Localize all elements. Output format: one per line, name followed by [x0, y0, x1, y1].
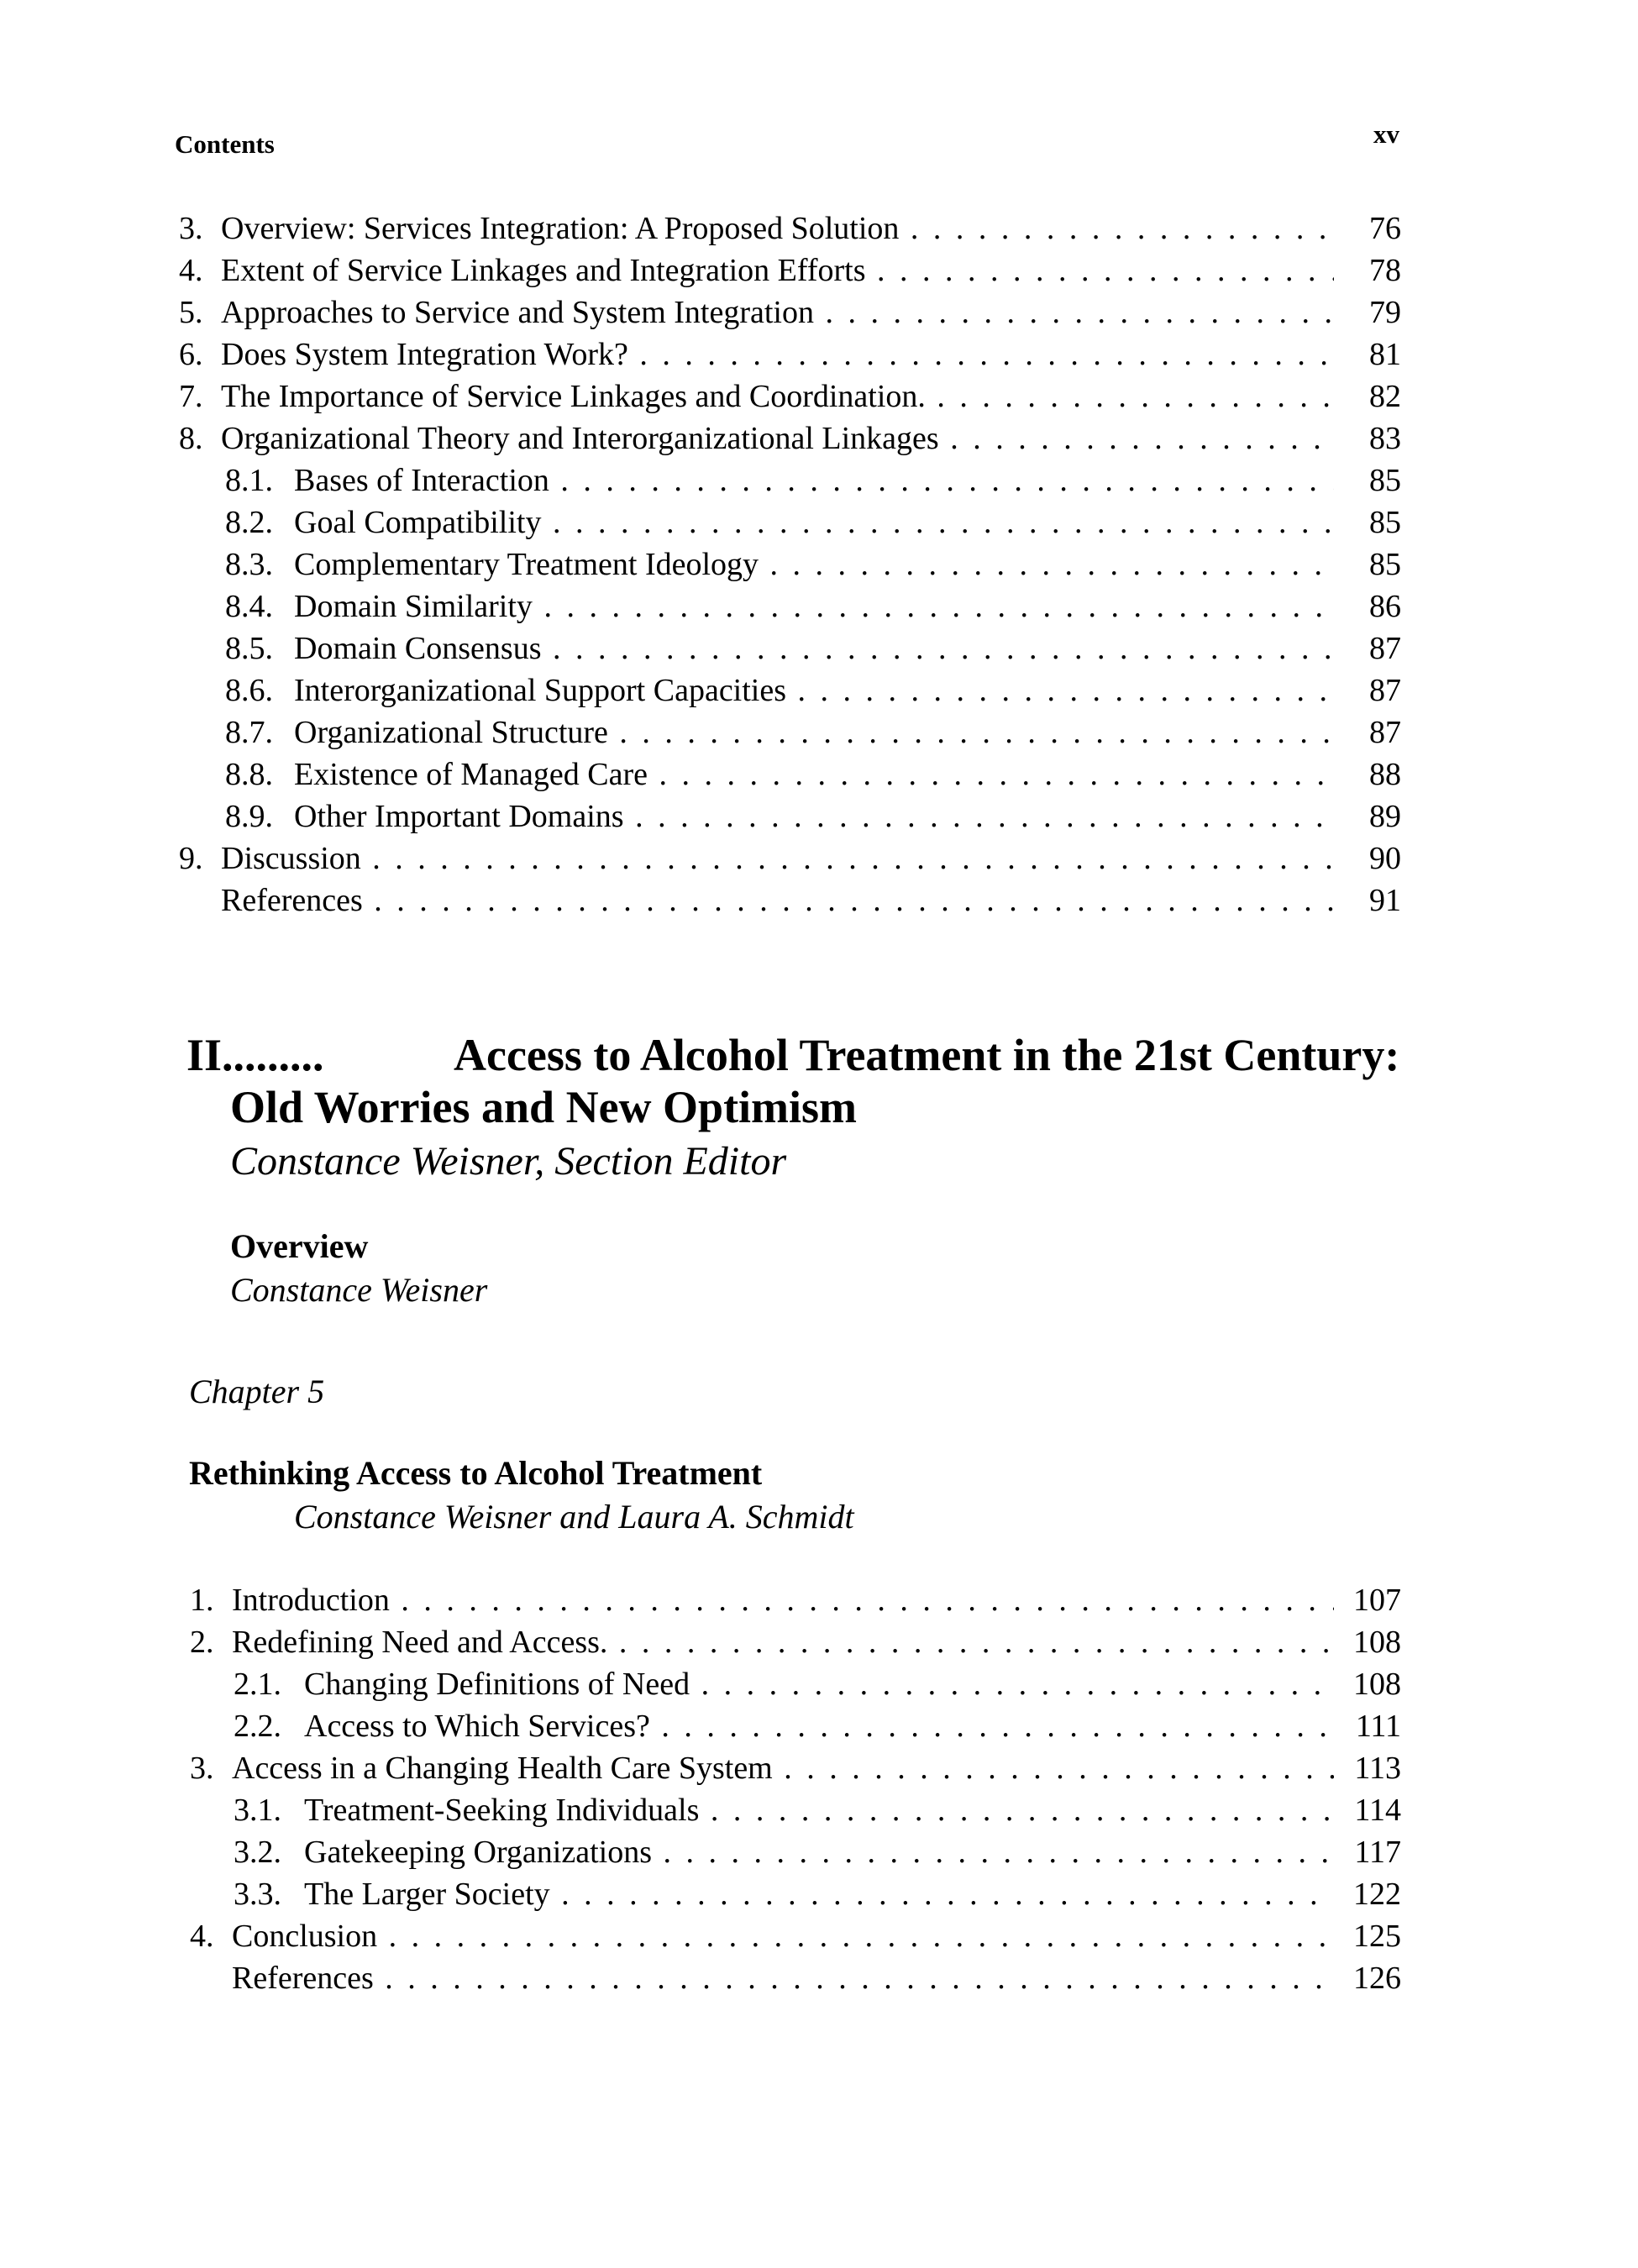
toc-entry: [0, 837, 1638, 879]
toc-entry: [0, 1663, 1638, 1705]
part-title-line-2: Old Worries and New Optimism: [230, 1082, 858, 1132]
toc-entry-page: 79: [1369, 295, 1401, 330]
toc-entry-title: Organizational Theory and Interorganizational Linkages . . .: [221, 417, 1334, 459]
toc-entry: [0, 417, 1638, 459]
part-heading: [186, 1029, 1463, 1133]
toc-entry-number: 8.: [179, 421, 203, 456]
toc-entry-title: Does System Integration Work? . . .: [221, 333, 1334, 375]
toc-entry: [0, 543, 1638, 585]
toc-entry: [0, 1789, 1638, 1831]
toc-entry: [0, 1957, 1638, 1999]
toc-entry-title: Access in a Changing Health Care System . . .: [232, 1747, 1334, 1789]
toc-entry: [0, 1621, 1638, 1663]
toc-entry: [0, 333, 1638, 375]
toc-entry-page: 122: [1353, 1877, 1401, 1912]
toc-section-2: [0, 1579, 1638, 1999]
toc-entry-title: Goal Compatibility . . .: [294, 501, 1334, 543]
toc-entry: [0, 1747, 1638, 1789]
toc-entry-number: 8.2.: [225, 505, 273, 540]
toc-entry-page: 89: [1369, 799, 1401, 834]
toc-entry-page: 91: [1369, 883, 1401, 918]
toc-entry-title: Approaches to Service and System Integration . . .: [221, 291, 1334, 333]
toc-entry-title: Overview: Services Integration: A Proposed Solution . . .: [221, 207, 1334, 249]
toc-entry-title: Discussion . . .: [221, 837, 1334, 879]
toc-entry-page: 113: [1354, 1751, 1401, 1786]
toc-entry-page: 88: [1369, 757, 1401, 792]
toc-entry-title: Bases of Interaction . . .: [294, 459, 1334, 501]
toc-entry-number: 4.: [190, 1919, 214, 1954]
toc-entry-page: 111: [1355, 1709, 1401, 1744]
toc-entry-title: Domain Similarity . . .: [294, 585, 1334, 627]
toc-entry-number: 5.: [179, 295, 203, 330]
toc-entry-page: 125: [1353, 1919, 1401, 1954]
toc-entry-number: 8.1.: [225, 463, 273, 498]
toc-entry-number: 2.: [190, 1625, 214, 1660]
toc-entry-page: 85: [1369, 463, 1401, 498]
toc-entry-number: 8.5.: [225, 631, 273, 666]
toc-entry-page: 107: [1353, 1583, 1401, 1618]
toc-entry-number: 9.: [179, 841, 203, 876]
toc-entry-title: Existence of Managed Care . . .: [294, 753, 1334, 795]
toc-entry: [0, 627, 1638, 669]
toc-entry-page: 114: [1354, 1793, 1401, 1828]
toc-entry-title: Domain Consensus . . .: [294, 627, 1334, 669]
toc-entry-page: 126: [1353, 1961, 1401, 1996]
toc-entry-title: References . . .: [221, 879, 1334, 921]
page-number-roman: xv: [1373, 119, 1399, 149]
toc-entry-number: 1.: [190, 1583, 214, 1618]
toc-entry-page: 117: [1354, 1835, 1401, 1870]
toc-entry: [0, 879, 1638, 921]
toc-entry-page: 86: [1369, 589, 1401, 624]
toc-entry-number: 3.3.: [234, 1877, 281, 1912]
running-header-title: Contents: [175, 129, 275, 159]
toc-entry-number: 7.: [179, 379, 203, 414]
toc-entry: [0, 795, 1638, 837]
toc-entry: [0, 585, 1638, 627]
toc-entry-page: 85: [1369, 547, 1401, 582]
toc-entry-number: 2.2.: [234, 1709, 281, 1744]
chapter-label: Chapter 5: [189, 1373, 325, 1410]
toc-entry-title: Redefining Need and Access. . . .: [232, 1621, 1334, 1663]
toc-entry: [0, 753, 1638, 795]
toc-entry-number: 3.2.: [234, 1835, 281, 1870]
toc-entry-title: Complementary Treatment Ideology . . .: [294, 543, 1334, 585]
toc-entry-page: 87: [1369, 673, 1401, 708]
toc-entry-number: 8.9.: [225, 799, 273, 834]
toc-entry-number: 3.1.: [234, 1793, 281, 1828]
toc-entry-number: 3.: [179, 211, 203, 246]
toc-entry-title: Changing Definitions of Need . . .: [304, 1663, 1334, 1705]
toc-entry-page: 83: [1369, 421, 1401, 456]
toc-entry-title: The Importance of Service Linkages and Coordination. . . .: [221, 375, 1334, 417]
toc-entry-title: Extent of Service Linkages and Integration Efforts . . .: [221, 249, 1334, 291]
toc-section-1: [0, 207, 1638, 921]
toc-entry-title: Conclusion . . .: [232, 1915, 1334, 1957]
toc-entry-number: 8.8.: [225, 757, 273, 792]
toc-entry-page: 87: [1369, 715, 1401, 750]
part-title-line-1: Access to Alcohol Treatment in the 21st Century:: [454, 1030, 1400, 1080]
toc-entry-page: 76: [1369, 211, 1401, 246]
toc-entry-page: 90: [1369, 841, 1401, 876]
toc-entry-number: 2.1.: [234, 1667, 281, 1702]
toc-entry-title: Other Important Domains . . .: [294, 795, 1334, 837]
chapter-title: Rethinking Access to Alcohol Treatment: [189, 1454, 763, 1492]
toc-entry-page: 81: [1369, 337, 1401, 372]
toc-entry: [0, 375, 1638, 417]
toc-entry: [0, 501, 1638, 543]
toc-entry: [0, 1579, 1638, 1621]
toc-entry: [0, 207, 1638, 249]
toc-entry: [0, 1915, 1638, 1957]
toc-entry-title: Interorganizational Support Capacities . . .: [294, 669, 1334, 711]
toc-entry-page: 82: [1369, 379, 1401, 414]
overview-title: Overview: [230, 1227, 369, 1265]
toc-entry: [0, 1705, 1638, 1747]
toc-entry-page: 78: [1369, 253, 1401, 288]
toc-entry: [0, 291, 1638, 333]
section-editor: Constance Weisner, Section Editor: [230, 1139, 787, 1184]
toc-entry: [0, 249, 1638, 291]
toc-entry-number: 6.: [179, 337, 203, 372]
overview-author: Constance Weisner: [230, 1271, 488, 1309]
toc-entry-page: 87: [1369, 631, 1401, 666]
toc-entry: [0, 711, 1638, 753]
toc-entry: [0, 459, 1638, 501]
part-number: II.........: [186, 1030, 324, 1080]
toc-entry-page: 108: [1353, 1667, 1401, 1702]
toc-entry-title: References . . .: [232, 1957, 1334, 1999]
toc-entry: [0, 1831, 1638, 1873]
toc-entry-title: Treatment-Seeking Individuals . . .: [304, 1789, 1334, 1831]
toc-entry-number: 8.6.: [225, 673, 273, 708]
toc-entry-title: Gatekeeping Organizations . . .: [304, 1831, 1334, 1873]
toc-entry-number: 8.3.: [225, 547, 273, 582]
toc-entry-title: The Larger Society . . .: [304, 1873, 1334, 1915]
toc-entry: [0, 1873, 1638, 1915]
toc-entry-number: 3.: [190, 1751, 214, 1786]
toc-entry-title: Access to Which Services? . . .: [304, 1705, 1334, 1747]
toc-entry-title: Introduction . . .: [232, 1579, 1334, 1621]
toc-entry-title: Organizational Structure . . .: [294, 711, 1334, 753]
toc-entry-number: 4.: [179, 253, 203, 288]
chapter-authors: Constance Weisner and Laura A. Schmidt: [294, 1498, 854, 1536]
toc-entry-page: 108: [1353, 1625, 1401, 1660]
toc-entry-number: 8.4.: [225, 589, 273, 624]
toc-entry-number: 8.7.: [225, 715, 273, 750]
toc-entry-page: 85: [1369, 505, 1401, 540]
toc-entry: [0, 669, 1638, 711]
